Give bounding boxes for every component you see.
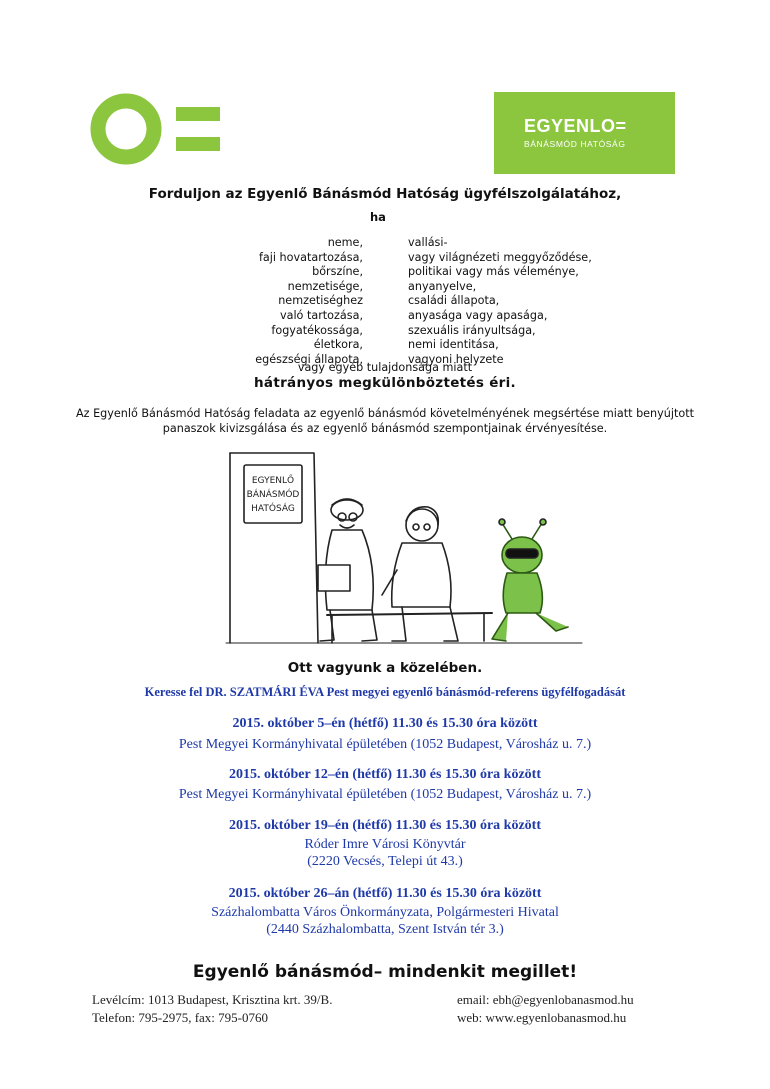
right-term: nemi identitása, <box>408 338 499 352</box>
slot-date: 2015. október 19–én (hétfő) 11.30 és 15.30 óra között <box>229 818 541 833</box>
ha-word: ha <box>370 210 386 224</box>
right-term: anyasága vagy apasága, <box>408 308 548 322</box>
slot-location: Pest Megyei Kormányhivatal épületében (1052 Budapest, Városház u. 7.) <box>178 737 592 752</box>
cartoon-illustration <box>222 445 592 645</box>
right-term: politikai vagy más véleménye, <box>408 265 579 279</box>
referent-invitation: Keresse fel DR. SZATMÁRI ÉVA Pest megyei egyenlő bánásmód-referens ügyfélfogadását <box>144 685 626 699</box>
right-term: családi állapota, <box>408 294 500 308</box>
cartoon-sign-line: HATÓSÁG <box>251 504 295 514</box>
right-term: szexuális irányultsága, <box>408 323 536 337</box>
emphasis-line: hátrányos megkülönböztetés éri. <box>254 375 516 391</box>
mission-paragraph: Az Egyenlő Bánásmód Hatóság feladata az egyenlő bánásmód követelményének megsértése miatt benyújtott panaszok kivizsgálása és az egyenlő bánásmód szempontjainak érvényesítése. <box>76 407 694 435</box>
brand-name: EGYENLO= <box>524 116 627 136</box>
left-term: neme, <box>327 236 363 249</box>
left-term: való tartozása, <box>279 308 363 322</box>
slot-date: 2015. október 5–én (hétfő) 11.30 és 15.30 óra között <box>232 716 538 731</box>
left-term: fogyatékossága, <box>271 323 363 337</box>
right-term: anyanyelve, <box>408 279 477 293</box>
egyenlo-brand-logo <box>494 92 675 174</box>
right-term: vagyoni helyzete <box>408 352 504 366</box>
left-term: faji hovatartozása, <box>258 250 363 264</box>
extra-term: vagy egyéb tulajdonsága miatt <box>297 361 473 374</box>
slot-location: (2440 Százhalombatta, Szent István tér 3.) <box>266 922 504 937</box>
brand-subtitle: BÁNÁSMÓD HATÓSÁG <box>524 139 626 149</box>
left-term: bőrszíne, <box>312 265 363 279</box>
left-term: egészségi állapota, <box>255 352 363 366</box>
left-terms-list <box>255 236 363 367</box>
slot-location: Róder Imre Városi Könyvtár <box>304 837 466 852</box>
footer-address: Levélcím: 1013 Budapest, Krisztina krt. 39/B. <box>92 992 333 1007</box>
egyenlo-logo-mark <box>90 93 225 165</box>
slot-date: 2015. október 26–án (hétfő) 11.30 és 15.30 óra között <box>228 886 542 901</box>
slot-location: Százhalombatta Város Önkormányzata, Polgármesteri Hivatal <box>211 905 559 920</box>
left-term: nemzetiséghez <box>278 294 363 308</box>
near-heading: Ott vagyunk a közelében. <box>287 660 483 676</box>
slot-location: (2220 Vecsés, Telepi út 43.) <box>307 854 463 869</box>
footer-email: email: ebh@egyenlobanasmod.hu <box>457 992 634 1007</box>
headline: Forduljon az Egyenlő Bánásmód Hatóság ügyfélszolgálatához, <box>148 186 622 202</box>
cartoon-sign-line: EGYENLŐ <box>251 476 295 486</box>
left-term: életkora, <box>313 338 363 352</box>
footer-web: web: www.egyenlobanasmod.hu <box>457 1010 627 1025</box>
right-term: vagy világnézeti meggyőződése, <box>408 250 592 264</box>
right-terms-list <box>408 236 592 367</box>
left-term: nemzetisége, <box>287 279 363 293</box>
slot-location: Pest Megyei Kormányhivatal épületében (1052 Budapest, Városház u. 7.) <box>178 787 592 802</box>
slot-date: 2015. október 12–én (hétfő) 11.30 és 15.30 óra között <box>229 767 541 782</box>
footer-phone: Telefon: 795-2975, fax: 795-0760 <box>92 1010 268 1025</box>
slogan: Egyenlő bánásmód– mindenkit megillet! <box>192 962 578 982</box>
cartoon-sign-line: BÁNÁSMÓD <box>246 490 300 500</box>
right-term: vallási- <box>408 236 448 249</box>
